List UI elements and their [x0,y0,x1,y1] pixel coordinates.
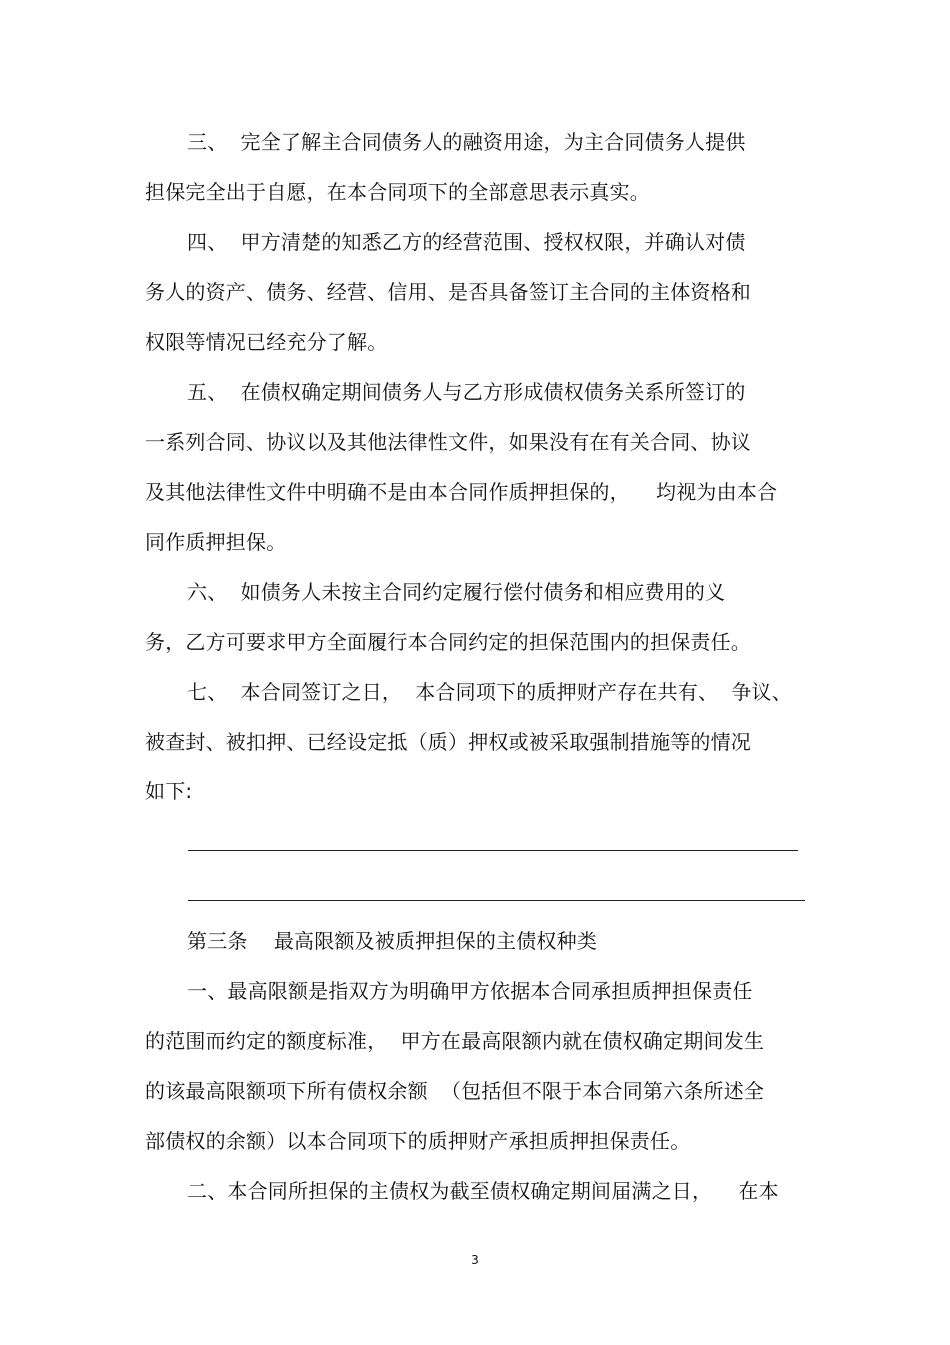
text-line: 四、 甲方清楚的知悉乙方的经营范围、授权权限，并确认对债 [187,230,746,254]
text-line: 务人的资产、债务、经营、信用、是否具备签订主合同的主体资格和 [145,280,751,304]
text-line: 同作质押担保。 [145,530,287,554]
text-line: 部债权的余额）以本合同项下的质押财产承担质押担保责任。 [145,1129,691,1153]
text-line: 一、最高限额是指双方为明确甲方依据本合同承担质押担保责任 [187,979,753,1003]
text-line: 的范围而约定的额度标准， 甲方在最高限额内就在债权确定期间发生 [145,1029,765,1053]
text-line: 被查封、被扣押、已经设定抵（质）押权或被采取强制措施等的情况 [145,730,751,754]
text-line: 如下: [145,779,193,803]
text-line: 三、 完全了解主合同债务人的融资用途，为主合同债务人提供 [187,130,746,154]
text-line: 七、 本合同签订之日， 本合同项下的质押财产存在共有、 争议、 [187,680,792,704]
page-number: 3 [471,1253,479,1267]
text-line: 一系列合同、协议以及其他法律性文件，如果没有在有关合同、协议 [145,430,751,454]
text-line: 的该最高限额项下所有债权余额 （包括但不限于本合同第六条所述全 [145,1079,765,1103]
text-line: 二、本合同所担保的主债权为截至债权确定期间届满之日， 在本 [187,1179,779,1203]
text-line: 五、 在债权确定期间债务人与乙方形成债权债务关系所签订的 [187,380,746,404]
text-line: 六、 如债务人未按主合同约定履行偿付债务和相应费用的义 [187,580,726,604]
text-line: 担保完全出于自愿，在本合同项下的全部意思表示真实。 [145,180,650,204]
blank-fill-line [188,900,805,901]
text-line: 及其他法律性文件中明确不是由本合同作质押担保的， 均视为由本合 [145,480,778,504]
text-line: 权限等情况已经充分了解。 [145,330,388,354]
blank-fill-line [188,850,798,851]
text-line: 务，乙方可要求甲方全面履行本合同约定的担保范围内的担保责任。 [145,630,751,654]
section-heading: 第三条 最高限额及被质押担保的主债权种类 [187,929,598,953]
